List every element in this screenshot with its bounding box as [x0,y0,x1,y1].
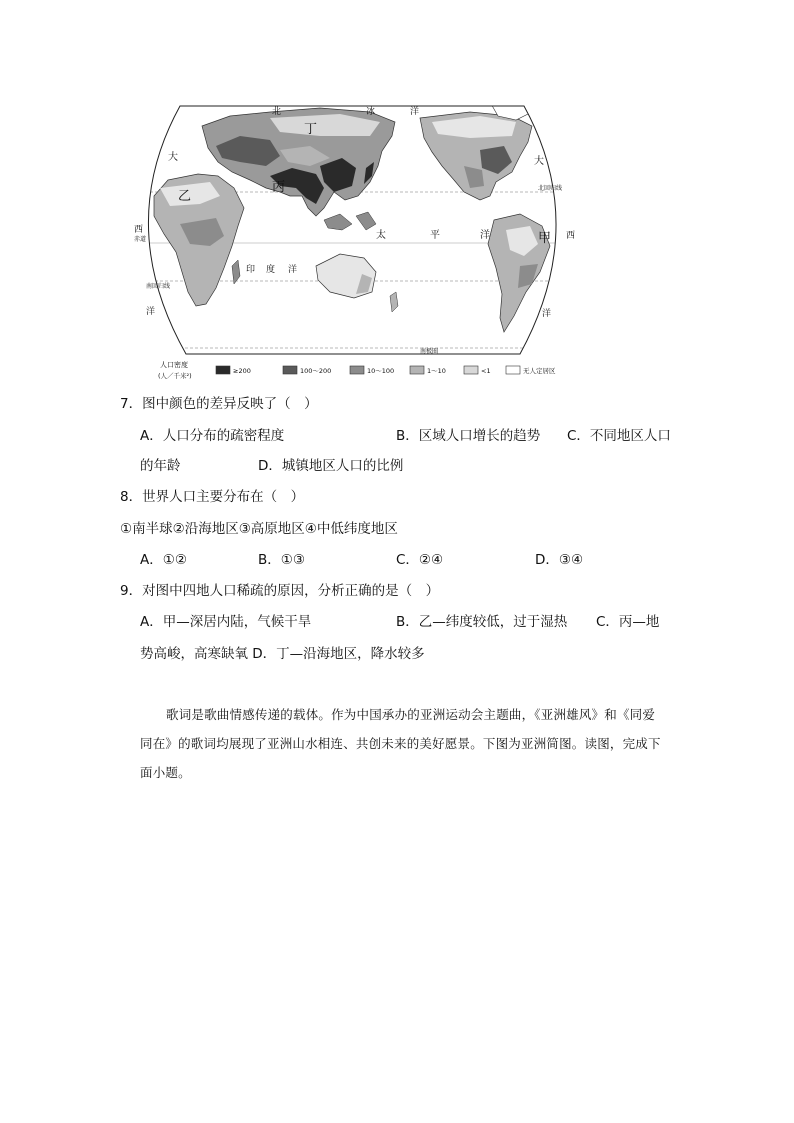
q8-option-c: C．②④ [396,552,444,568]
q8-option-b: B．①③ [258,552,305,568]
legend-swatch-2 [283,366,297,374]
world-population-density-map [120,96,584,386]
legend-swatch-3 [350,366,364,374]
label-tropic-south: 南回归线 [146,283,171,290]
label-antarctic-circle: 南极圈 [420,348,439,355]
legend-swatch-4 [410,366,424,374]
label-tropic-north: 北回归线 [538,185,563,192]
label-bing: 丙 [272,180,286,195]
reading-material-paragraph: 歌词是歌曲情感传递的载体。作为中国承办的亚洲运动会主题曲，《亚洲雄风》和《同爱同在》的歌词均展现了亚洲山水相连、共创未来的美好愿景。下图为亚洲简图。读图，完成下面小题。 [140,707,661,780]
label-arctic-yang: 洋 [410,107,420,117]
map-legend [158,360,556,380]
label-indian-yang: 洋 [288,265,298,275]
legend-label-2: 100～200 [300,367,332,375]
q8-option-a: A．①② [140,552,187,568]
label-indian-yin: 印 [246,265,256,275]
label-atlantic-da-right: 大 [534,156,544,167]
label-ding: 丁 [304,122,318,137]
q7-option-c: C．不同地区人口 [567,428,671,444]
q9-option-b: B．乙—纬度较低，过于湿热 [396,614,568,630]
label-pacific-tai: 太 [376,230,386,241]
legend-swatch-1 [216,366,230,374]
label-pacific-ping: 平 [430,230,440,241]
label-jia: 甲 [538,231,552,246]
legend-label-1: ≥200 [233,367,251,375]
question-8-statement: ①南半球②沿海地区③高原地区④中低纬度地区 [120,521,398,537]
legend-title: 人口密度 [160,361,188,369]
q7-option-b: B．区域人口增长的趋势 [396,428,541,444]
legend-label-5: <1 [481,367,491,375]
q7-option-d: D．城镇地区人口的比例 [258,458,404,474]
legend-label-4: 1～10 [427,367,446,375]
label-pacific-yang: 洋 [480,230,490,241]
legend-swatch-6 [506,366,520,374]
label-arctic-bei: 北 [272,107,282,117]
legend-unit: (人／千米²) [158,372,192,380]
question-9-stem: 9．对图中四地人口稀疏的原因，分析正确的是（ ） [120,583,440,599]
label-atlantic-da-left: 大 [168,152,178,163]
question-7-stem: 7．图中颜色的差异反映了（ ） [120,396,318,412]
question-8-stem: 8．世界人口主要分布在（ ） [120,489,305,505]
q9-option-a: A．甲—深居内陆，气候干旱 [140,614,312,630]
label-yi: 乙 [178,189,192,204]
label-equator: 赤道 [134,236,147,243]
legend-label-6: 无人定居区 [523,367,556,375]
label-atlantic-yang-left: 洋 [146,307,156,317]
label-arctic-bing: 冰 [366,107,376,117]
label-atlantic-yang-right: 洋 [542,309,552,319]
q7-option-c-cont: 的年龄 [140,458,181,474]
label-indian-du: 度 [266,265,276,275]
q9-option-c: C．丙—地 [596,614,660,630]
legend-swatch-5 [464,366,478,374]
q7-option-a: A．人口分布的疏密程度 [140,428,285,444]
q8-option-d: D．③④ [535,552,584,568]
q9-option-c-cont-d: 势高峻，高寒缺氧 D．丁—沿海地区，降水较多 [140,646,425,662]
label-atlantic-xi-left: 西 [134,225,144,235]
label-atlantic-xi-right: 西 [566,231,576,241]
legend-label-3: 10～100 [367,367,395,375]
